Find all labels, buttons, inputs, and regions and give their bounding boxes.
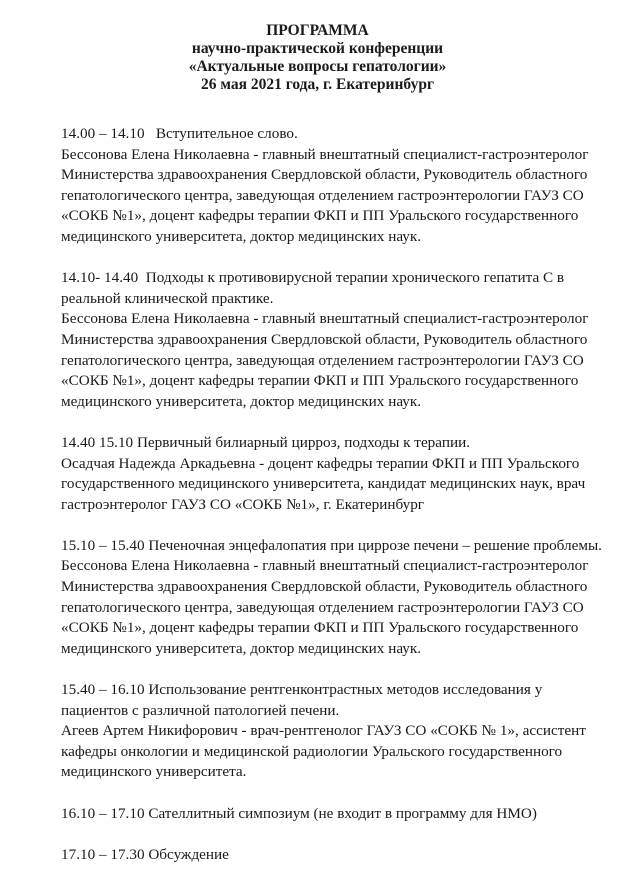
program-header	[0, 22, 635, 94]
speaker-line: гепатологического центра, заведующая отделением гастроэнтерологии ГАУЗ СО	[61, 351, 584, 369]
time-slot: 16.10 – 17.10	[61, 804, 145, 822]
talk-title: Использование рентгенконтрастных методов исследования у	[148, 681, 543, 699]
speaker-line: Министерства здравоохранения Свердловской области, Руководитель областного	[61, 578, 588, 596]
speaker-line: Министерства здравоохранения Свердловской области, Руководитель областного	[61, 166, 588, 184]
schedule-item	[61, 124, 609, 248]
speaker-line: Министерства здравоохранения Свердловской области, Руководитель областного	[61, 330, 588, 348]
speaker-line: «СОКБ №1», доцент кафедры терапии ФКП и ПП Уральского государственного	[61, 207, 579, 225]
conference-name: «Актуальные вопросы гепатологии»	[188, 58, 447, 75]
speaker-line: «СОКБ №1», доцент кафедры терапии ФКП и ПП Уральского государственного	[61, 619, 579, 637]
speaker-line: гепатологического центра, заведующая отделением гастроэнтерологии ГАУЗ СО	[61, 598, 584, 616]
program-title: ПРОГРАММА	[266, 22, 369, 39]
speaker-line: медицинского университета, доктор медицинских наук.	[61, 639, 422, 657]
time-slot: 14.40 15.10	[61, 433, 134, 451]
talk-title: Обсуждение	[148, 845, 229, 863]
speaker-line: гастроэнтеролог ГАУЗ СО «СОКБ №1», г. Екатеринбург	[61, 495, 425, 513]
schedule-item	[61, 845, 609, 866]
talk-title: Сателлитный симпозиум (не входит в программу для НМО)	[148, 804, 537, 822]
time-slot: 15.40 – 16.10	[61, 681, 145, 699]
talk-title: Подходы к противовирусной терапии хронического гепатита С в	[145, 269, 565, 287]
schedule-item	[61, 536, 609, 660]
conference-type: научно-практической конференции	[191, 40, 444, 57]
talk-title-continued: пациентов с различной патологией печени.	[61, 701, 340, 719]
schedule-item	[61, 680, 609, 783]
speaker-line: Бессонова Елена Николаевна - главный внештатный специалист-гастроэнтеролог	[61, 310, 589, 328]
schedule-item	[61, 433, 609, 515]
time-slot: 14.10- 14.40	[61, 269, 139, 287]
program-schedule	[61, 124, 609, 886]
speaker-line: кафедры онкологии и медицинской радиологии Уральского государственного	[61, 742, 563, 760]
conference-date-location: 26 мая 2021 года, г. Екатеринбург	[201, 76, 434, 93]
speaker-line: гепатологического центра, заведующая отделением гастроэнтерологии ГАУЗ СО	[61, 186, 584, 204]
talk-title: Первичный билиарный цирроз, подходы к терапии.	[136, 433, 470, 451]
speaker-line: медицинского университета, доктор медицинских наук.	[61, 392, 422, 410]
speaker-line: Бессонова Елена Николаевна - главный внештатный специалист-гастроэнтеролог	[61, 145, 589, 163]
talk-title-continued: реальной клинической практике.	[61, 289, 274, 307]
speaker-line: медицинского университета.	[61, 763, 247, 781]
speaker-line: Осадчая Надежда Аркадьевна - доцент кафедры терапии ФКП и ПП Уральского	[61, 454, 580, 472]
speaker-line: медицинского университета, доктор медицинских наук.	[61, 227, 422, 245]
time-slot: 14.00 – 14.10	[61, 125, 145, 142]
speaker-line: «СОКБ №1», доцент кафедры терапии ФКП и ПП Уральского государственного	[61, 372, 579, 390]
talk-title: Печеночная энцефалопатия при циррозе печени – решение проблемы.	[148, 536, 602, 554]
time-slot: 17.10 – 17.30	[61, 845, 145, 863]
speaker-line: Агеев Артем Никифорович - врач-рентгенолог ГАУЗ СО «СОКБ № 1», ассистент	[61, 722, 586, 740]
speaker-line: государственного медицинского университета, кандидат медицинских наук, врач	[61, 475, 586, 493]
time-slot: 15.10 – 15.40	[61, 536, 145, 554]
speaker-line: Бессонова Елена Николаевна - главный внештатный специалист-гастроэнтеролог	[61, 557, 589, 575]
schedule-item	[61, 804, 609, 825]
talk-title: Вступительное слово.	[155, 125, 298, 142]
schedule-item	[61, 268, 609, 412]
